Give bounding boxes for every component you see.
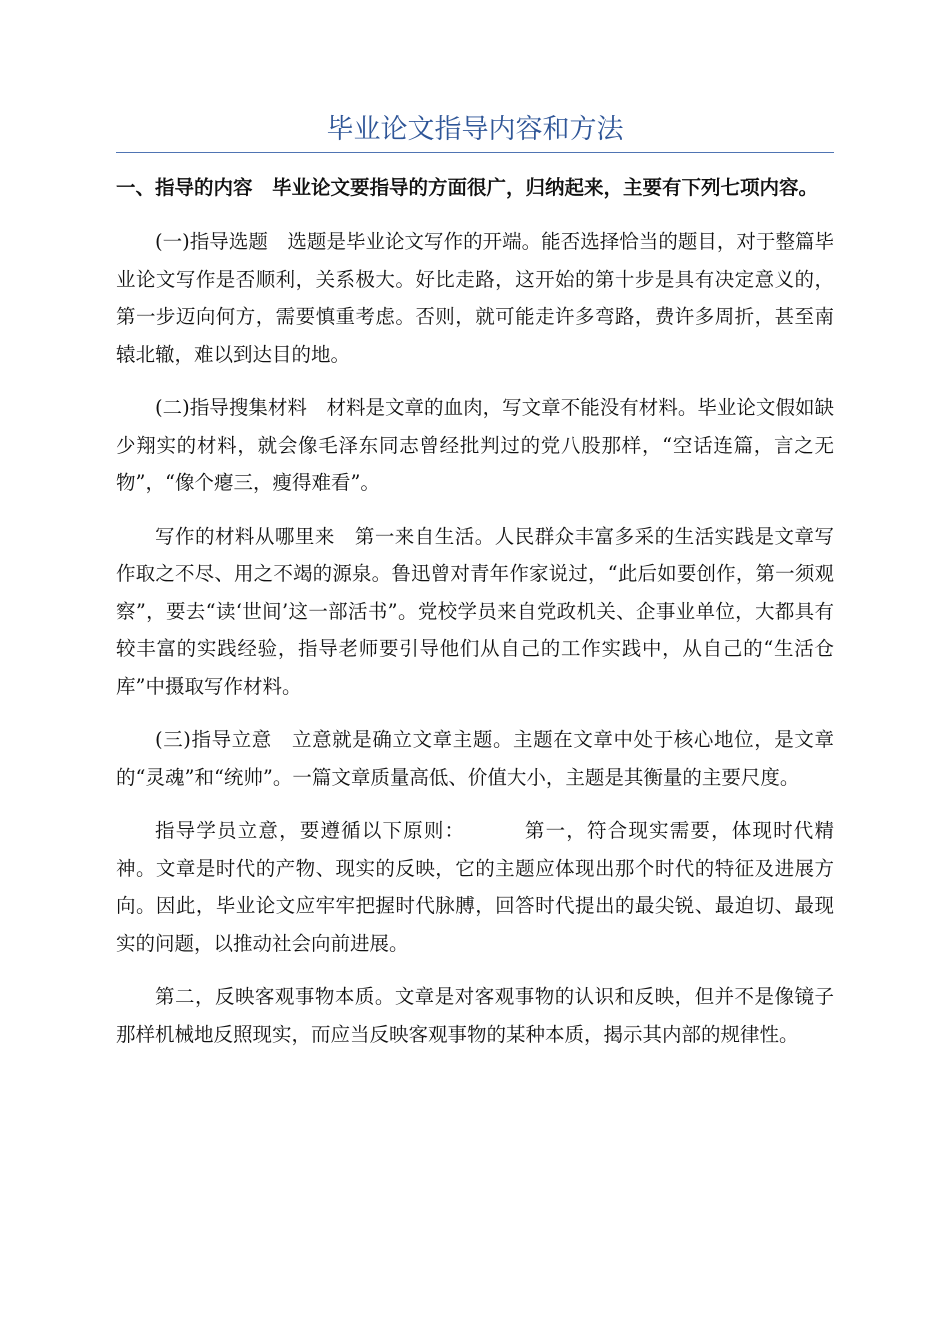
paragraph-intent <box>116 721 834 796</box>
paragraph-body: 第二，反映客观事物本质。文章是对客观事物的认识和反映，但并不是像镜子那样机械地反照现实，而应当反映客观事物的某种本质，揭示其内部的规律性。 <box>116 985 834 1046</box>
paragraph-body: 材料是文章的血肉，写文章不能没有材料。毕业论文假如缺少翔实的材料，就会像毛泽东同志曾经批判过的党八股那样，“空话连篇，言之无物”，“像个瘪三，瘦得难看”。 <box>116 396 834 494</box>
document-title: 毕业论文指导内容和方法 <box>116 110 834 153</box>
paragraph-body: 立意就是确立文章主题。主题在文章中处于核心地位，是文章的“灵魂”和“统帅”。一篇文章质量高低、价值大小，主题是其衡量的主要尺度。 <box>116 728 834 789</box>
paragraph-body: 第一，符合现实需要，体现时代精神。文章是时代的产物、现实的反映，它的主题应体现出那个时代的特征及进展方向。因此，毕业论文应牢牢把握时代脉膊，回答时代提出的最尖锐、最迫切、最现实的问题，以推动社会向前进展。 <box>116 819 834 955</box>
section-heading-paragraph <box>116 169 834 207</box>
paragraph-lead: 写作的材料从哪里来 <box>155 524 335 548</box>
paragraph-body: 第一来自生活。人民群众丰富多采的生活实践是文章写作取之不尽、用之不竭的源泉。鲁迅曾对青年作家说过，“此后如要创作，第一须观察”，要去“读‘世间’这一部活书”。党校学员来自党政机关、企事业单位，大都具有较丰富的实践经验，指导老师要引导他们从自己的工作实践中，从自己的“生活仓库”中摄取写作材料。 <box>116 524 834 698</box>
paragraph-lead: (二)指导搜集材料 <box>155 396 307 419</box>
paragraph-lead: (三)指导立意 <box>155 728 272 751</box>
document-page <box>116 110 834 1069</box>
paragraph-principle-two <box>116 978 834 1053</box>
section-intro: 毕业论文要指导的方面很广，归纳起来，主要有下列七项内容。 <box>272 176 819 199</box>
paragraph-material-source <box>116 518 834 706</box>
section-heading: 一、指导的内容 <box>116 176 253 199</box>
paragraph-topic-selection <box>116 223 834 373</box>
paragraph-material-collection <box>116 389 834 502</box>
paragraph-body: 选题是毕业论文写作的开端。能否选择恰当的题目，对于整篇毕业论文写作是否顺利，关系极大。好比走路，这开始的第十步是具有决定意义的，第一步迈向何方，需要慎重考虑。否则，就可能走许多弯路，费许多周折，甚至南辕北辙，难以到达目的地。 <box>116 230 834 366</box>
paragraph-principles <box>116 812 834 962</box>
paragraph-lead: (一)指导选题 <box>155 230 268 253</box>
paragraph-lead: 指导学员立意，要遵循以下原则： <box>155 819 466 842</box>
